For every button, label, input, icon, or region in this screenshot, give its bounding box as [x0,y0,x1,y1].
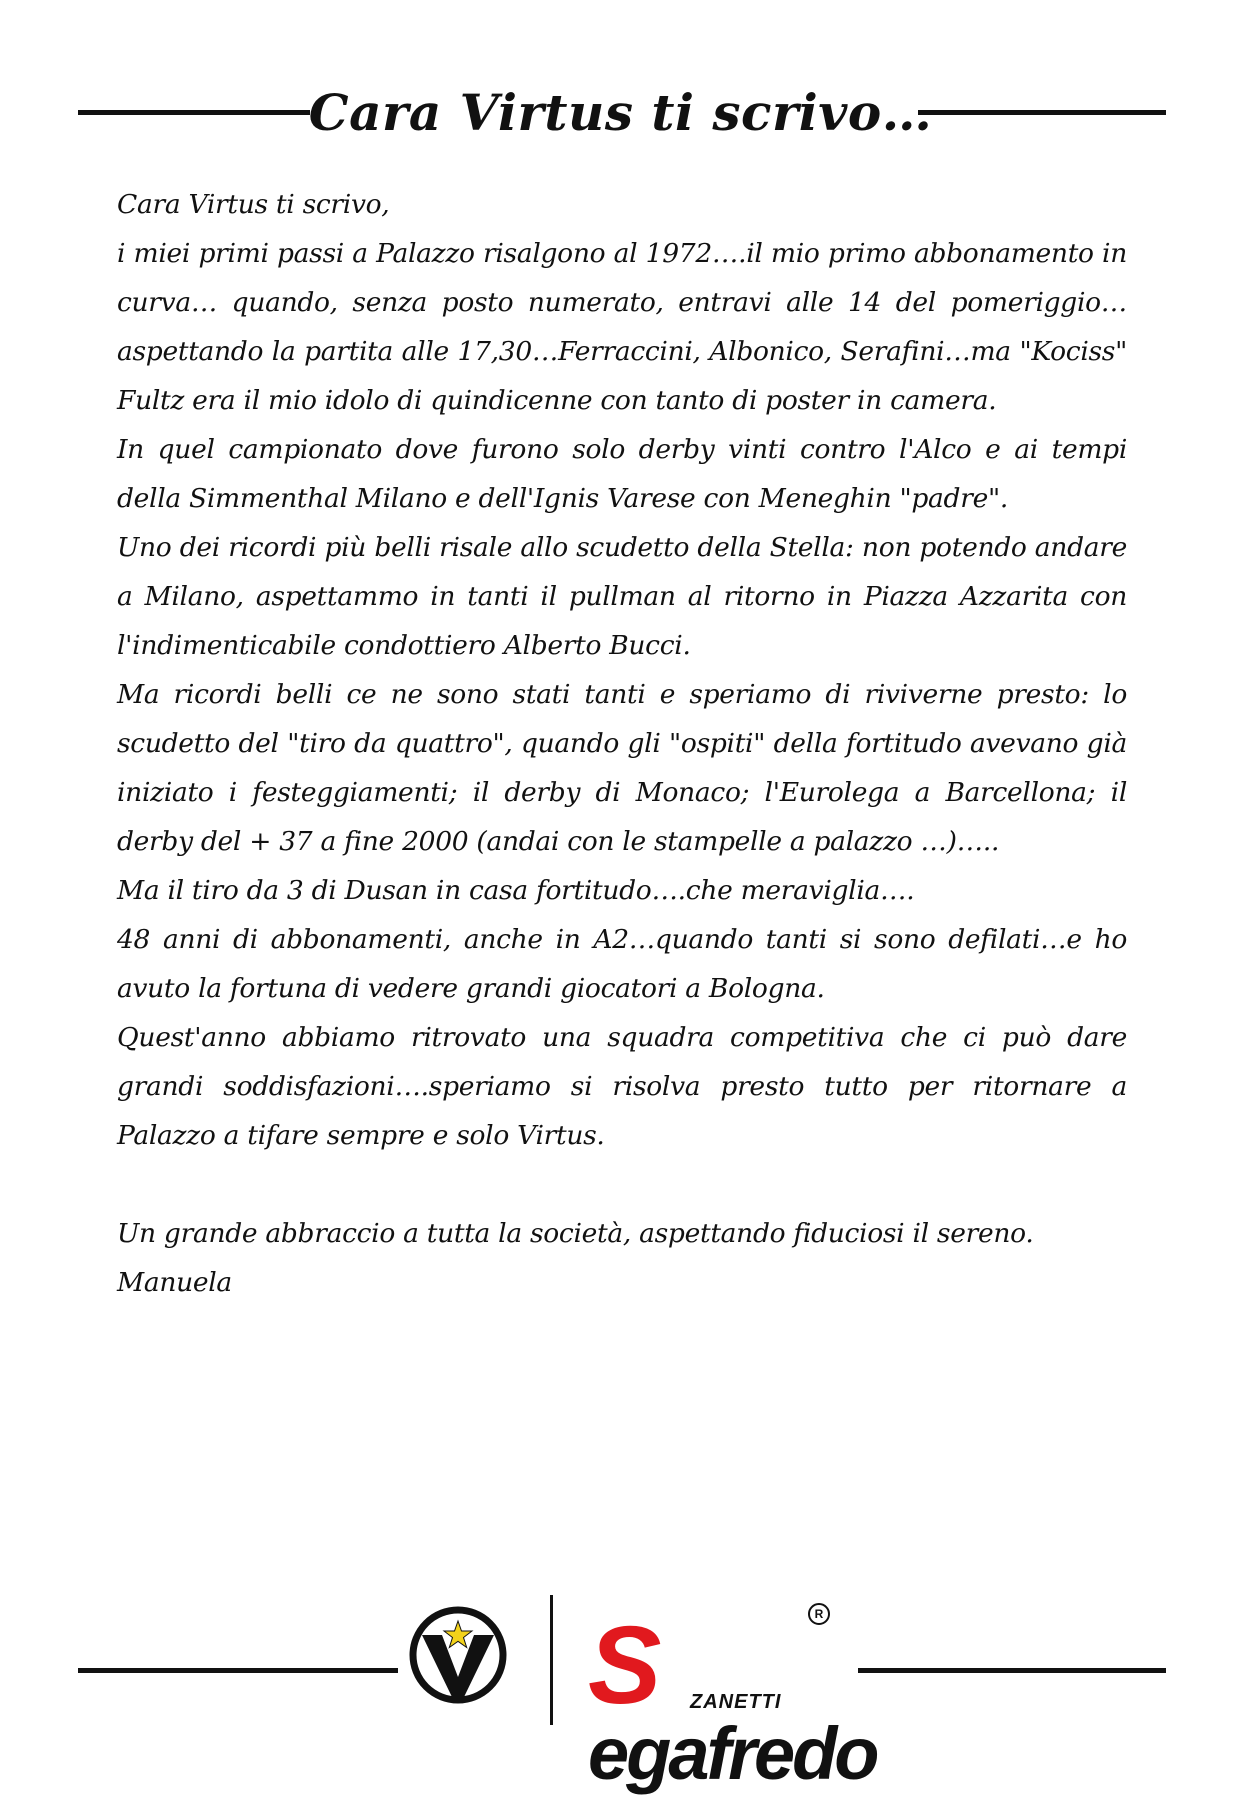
letter-closing: Un grande abbraccio a tutta la società, aspettando fiduciosi il sereno. [117,1218,1034,1249]
letter-paragraph: Ma il tiro da 3 di Dusan in casa fortitudo….che meraviglia…. [117,875,915,906]
letter-signature: Manuela [117,1267,232,1298]
letter-paragraph: Quest'anno abbiamo ritrovato una squadra competitiva che ci può dare grandi soddisfazioni….speriamo si risolva presto tutto per ritornare a Palazzo a tifare sempre e solo Virtus. [117,1022,1127,1151]
footer [0,1585,1241,1795]
letter-paragraph: In quel campionato dove furono solo derby vinti contro l'Alco e ai tempi della Simmenthal Milano e dell'Ignis Varese con Meneghin "padre". [117,434,1127,514]
page-title: Cara Virtus ti scrivo… [308,83,933,142]
footer-rule-right [858,1668,1166,1673]
footer-divider [550,1595,553,1725]
letter-paragraph: 48 anni di abbonamenti, anche in A2…quando tanti si sono defilati…e ho avuto la fortuna di vedere grandi giocatori a Bologna. [117,924,1127,1004]
letter-paragraph: Uno dei ricordi più belli risale allo scudetto della Stella: non potendo andare a Milano, aspettammo in tanti il pullman al ritorno in Piazza Azzarita con l'indimenticabile condottiero Alberto Bucci. [117,532,1127,661]
segafredo-logo [588,1595,877,1795]
footer-rule-left [78,1668,398,1673]
brand-subtitle: ZANETTI [690,1691,782,1713]
virtus-logo-icon [408,1605,508,1705]
letter-body [117,180,1127,1307]
letter-greeting: Cara Virtus ti scrivo, [117,189,390,220]
brand-rest: egafredo [588,1712,877,1795]
registered-mark-icon: R [808,1603,830,1625]
letter-paragraph: Ma ricordi belli ce ne sono stati tanti e speriamo di riviverne presto: lo scudetto del "tiro da quattro", quando gli "ospiti" della fortitudo avevano già iniziato i festeggiamenti; il derby di Monaco; l'Eurolega a Barcellona; il derby del + 37 a fine 2000 (andai con le stampelle a palazzo …)….. [117,679,1127,857]
letter-paragraph: i miei primi passi a Palazzo risalgono al 1972….il mio primo abbonamento in curva… quando, senza posto numerato, entravi alle 14 del pomeriggio…aspettando la partita alle 17,30…Ferraccini, Albonico, Serafini…ma "Kociss" Fultz era il mio idolo di quindicenne con tanto di poster in camera. [117,238,1127,416]
brand-first-letter: S [588,1604,659,1727]
